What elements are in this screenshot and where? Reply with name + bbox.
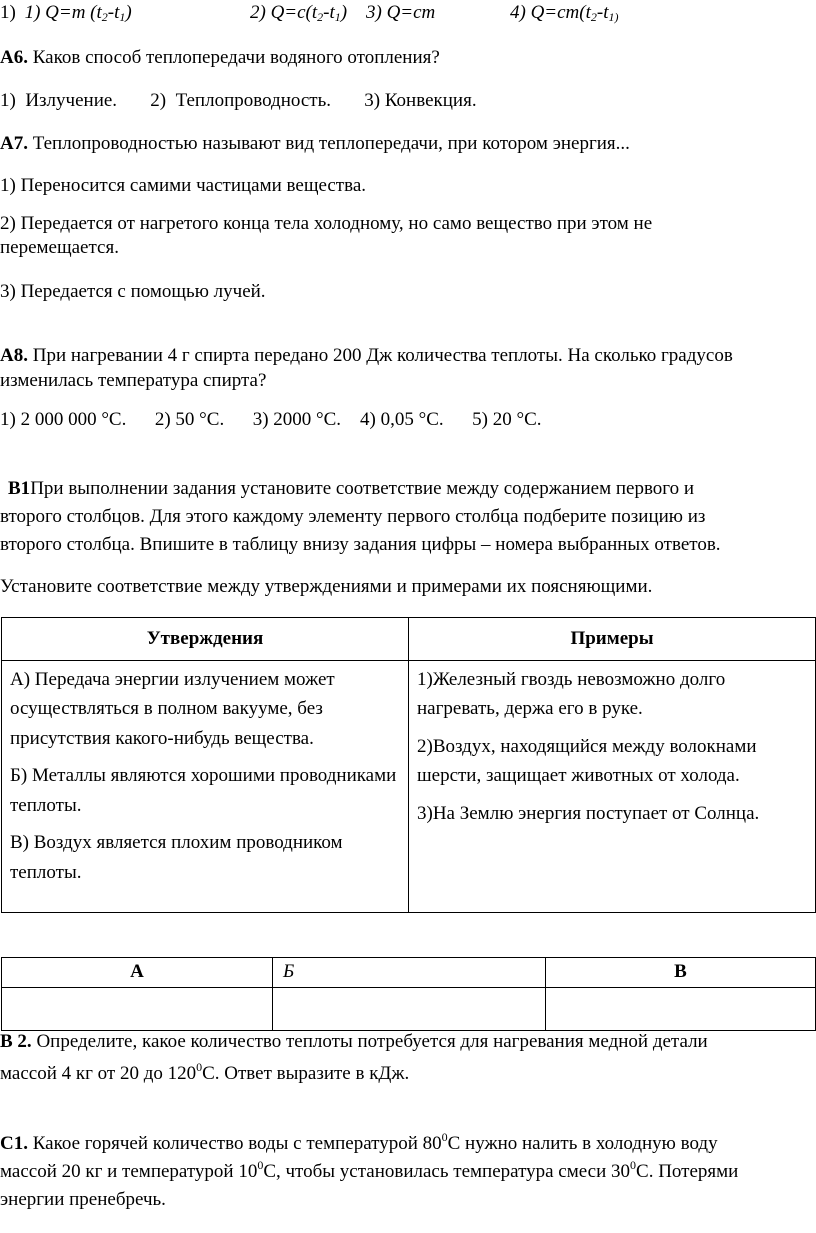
example-2: 2)Воздух, находящийся между волокнами шерсти, защищает животных от холода. [417,735,757,787]
formula-option-1: 1) Q=m $(t_2-t_1)$ [24,2,132,24]
c1-question-end: энергии пренебречь. [0,1189,166,1210]
statement-v: В) Воздух является плохим проводником теплоты. [10,832,343,883]
examples-cell [409,661,816,913]
matching-table [1,617,816,913]
a6-label: А6. [0,47,28,68]
example-1: 1)Железный гвоздь невозможно долго нагревать, держа его в руке. [417,669,726,720]
a7-answer-2-cont: перемещается. [0,237,119,258]
a8-question-cont: изменилась температура спирта? [0,370,267,391]
c1-question-cont: массой 20 кг и температурой $10^0С$, чтобы установилась температура смеси $30^0С$. Потерями [0,1158,739,1182]
answer-cell-v[interactable] [546,988,816,1031]
answer-header-b: Б [273,958,546,988]
a7-answer-3: 3) Передается с помощью лучей. [0,281,266,302]
a8-answers: 1) 2 000 000 °С. 2) 50 °С. 3) 2000 °С. 4) 0,05 °С. 5) 20 °С. [0,409,542,430]
b2-question-cont: массой 4 кг от 20 до $120^0С$. Ответ выразите в кДж. [0,1060,410,1084]
answer-header-a: А [2,958,273,988]
example-3: 3)На Землю энергия поступает от Солнца. [417,802,760,824]
statements-cell [2,661,409,913]
c1-label: С1. [0,1133,28,1154]
a8-question: А8. При нагревании 4 г спирта передано 200 Дж количества теплоты. На сколько градусов [0,345,733,366]
statement-a: А) Передача энергии излучением может осуществляться в полном вакууме, без присутствия какого-нибудь вещества. [10,669,335,749]
c1-question: С1. Какое горячей количество воды с температурой $80^0С$ нужно налить в холодную воду [0,1130,718,1154]
a8-label: А8. [0,345,28,366]
statements-header: Утверждения [2,618,409,661]
answer-table [1,957,816,1031]
b2-question: В 2. Определите, какое количество теплоты потребуется для нагревания медной детали [0,1031,708,1052]
answer-cell-b[interactable] [273,988,546,1031]
b1-intro-line-3: второго столбца. Впишите в таблицу внизу задания цифры – номера выбранных ответов. [0,534,721,555]
formula-options-line [0,2,132,25]
b2-label: В 2. [0,1031,32,1052]
a6-answers: 1) Излучение. 2) Теплопроводность. 3) Конвекция. [0,90,477,111]
b1-intro-line-1: В1При выполнении задания установите соответствие между содержанием первого и [8,478,695,499]
examples-header: Примеры [409,618,816,661]
b1-intro-line-2: второго столбцов. Для этого каждому элементу первого столбца подберите позицию из [0,506,706,527]
formula-option-2: 2) $Q=c(t_2-t_1)$ [250,2,348,24]
a7-answer-2: 2) Передается от нагретого конца тела холодному, но само вещество при этом не [0,213,653,234]
answer-cell-a[interactable] [2,988,273,1031]
answer-header-v: В [546,958,816,988]
b1-instruction: Установите соответствие между утверждениями и примерами их поясняющими. [0,576,653,597]
formula-question-number: 1) [0,2,16,23]
formula-option-3: 3) Q=cm [366,2,436,23]
formula-option-4: 4) $Q=cm(t_2-t_{1)}$ [510,2,619,24]
statement-b: Б) Металлы являются хорошими проводниками теплоты. [10,765,397,816]
a7-label: А7. [0,133,28,154]
b1-label: В1 [8,478,31,499]
a7-question: А7. Теплопроводностью называют вид теплопередачи, при котором энергия... [0,133,630,154]
a7-answer-1: 1) Переносится самими частицами вещества. [0,175,367,196]
a6-question: А6. Каков способ теплопередачи водяного отопления? [0,47,440,68]
